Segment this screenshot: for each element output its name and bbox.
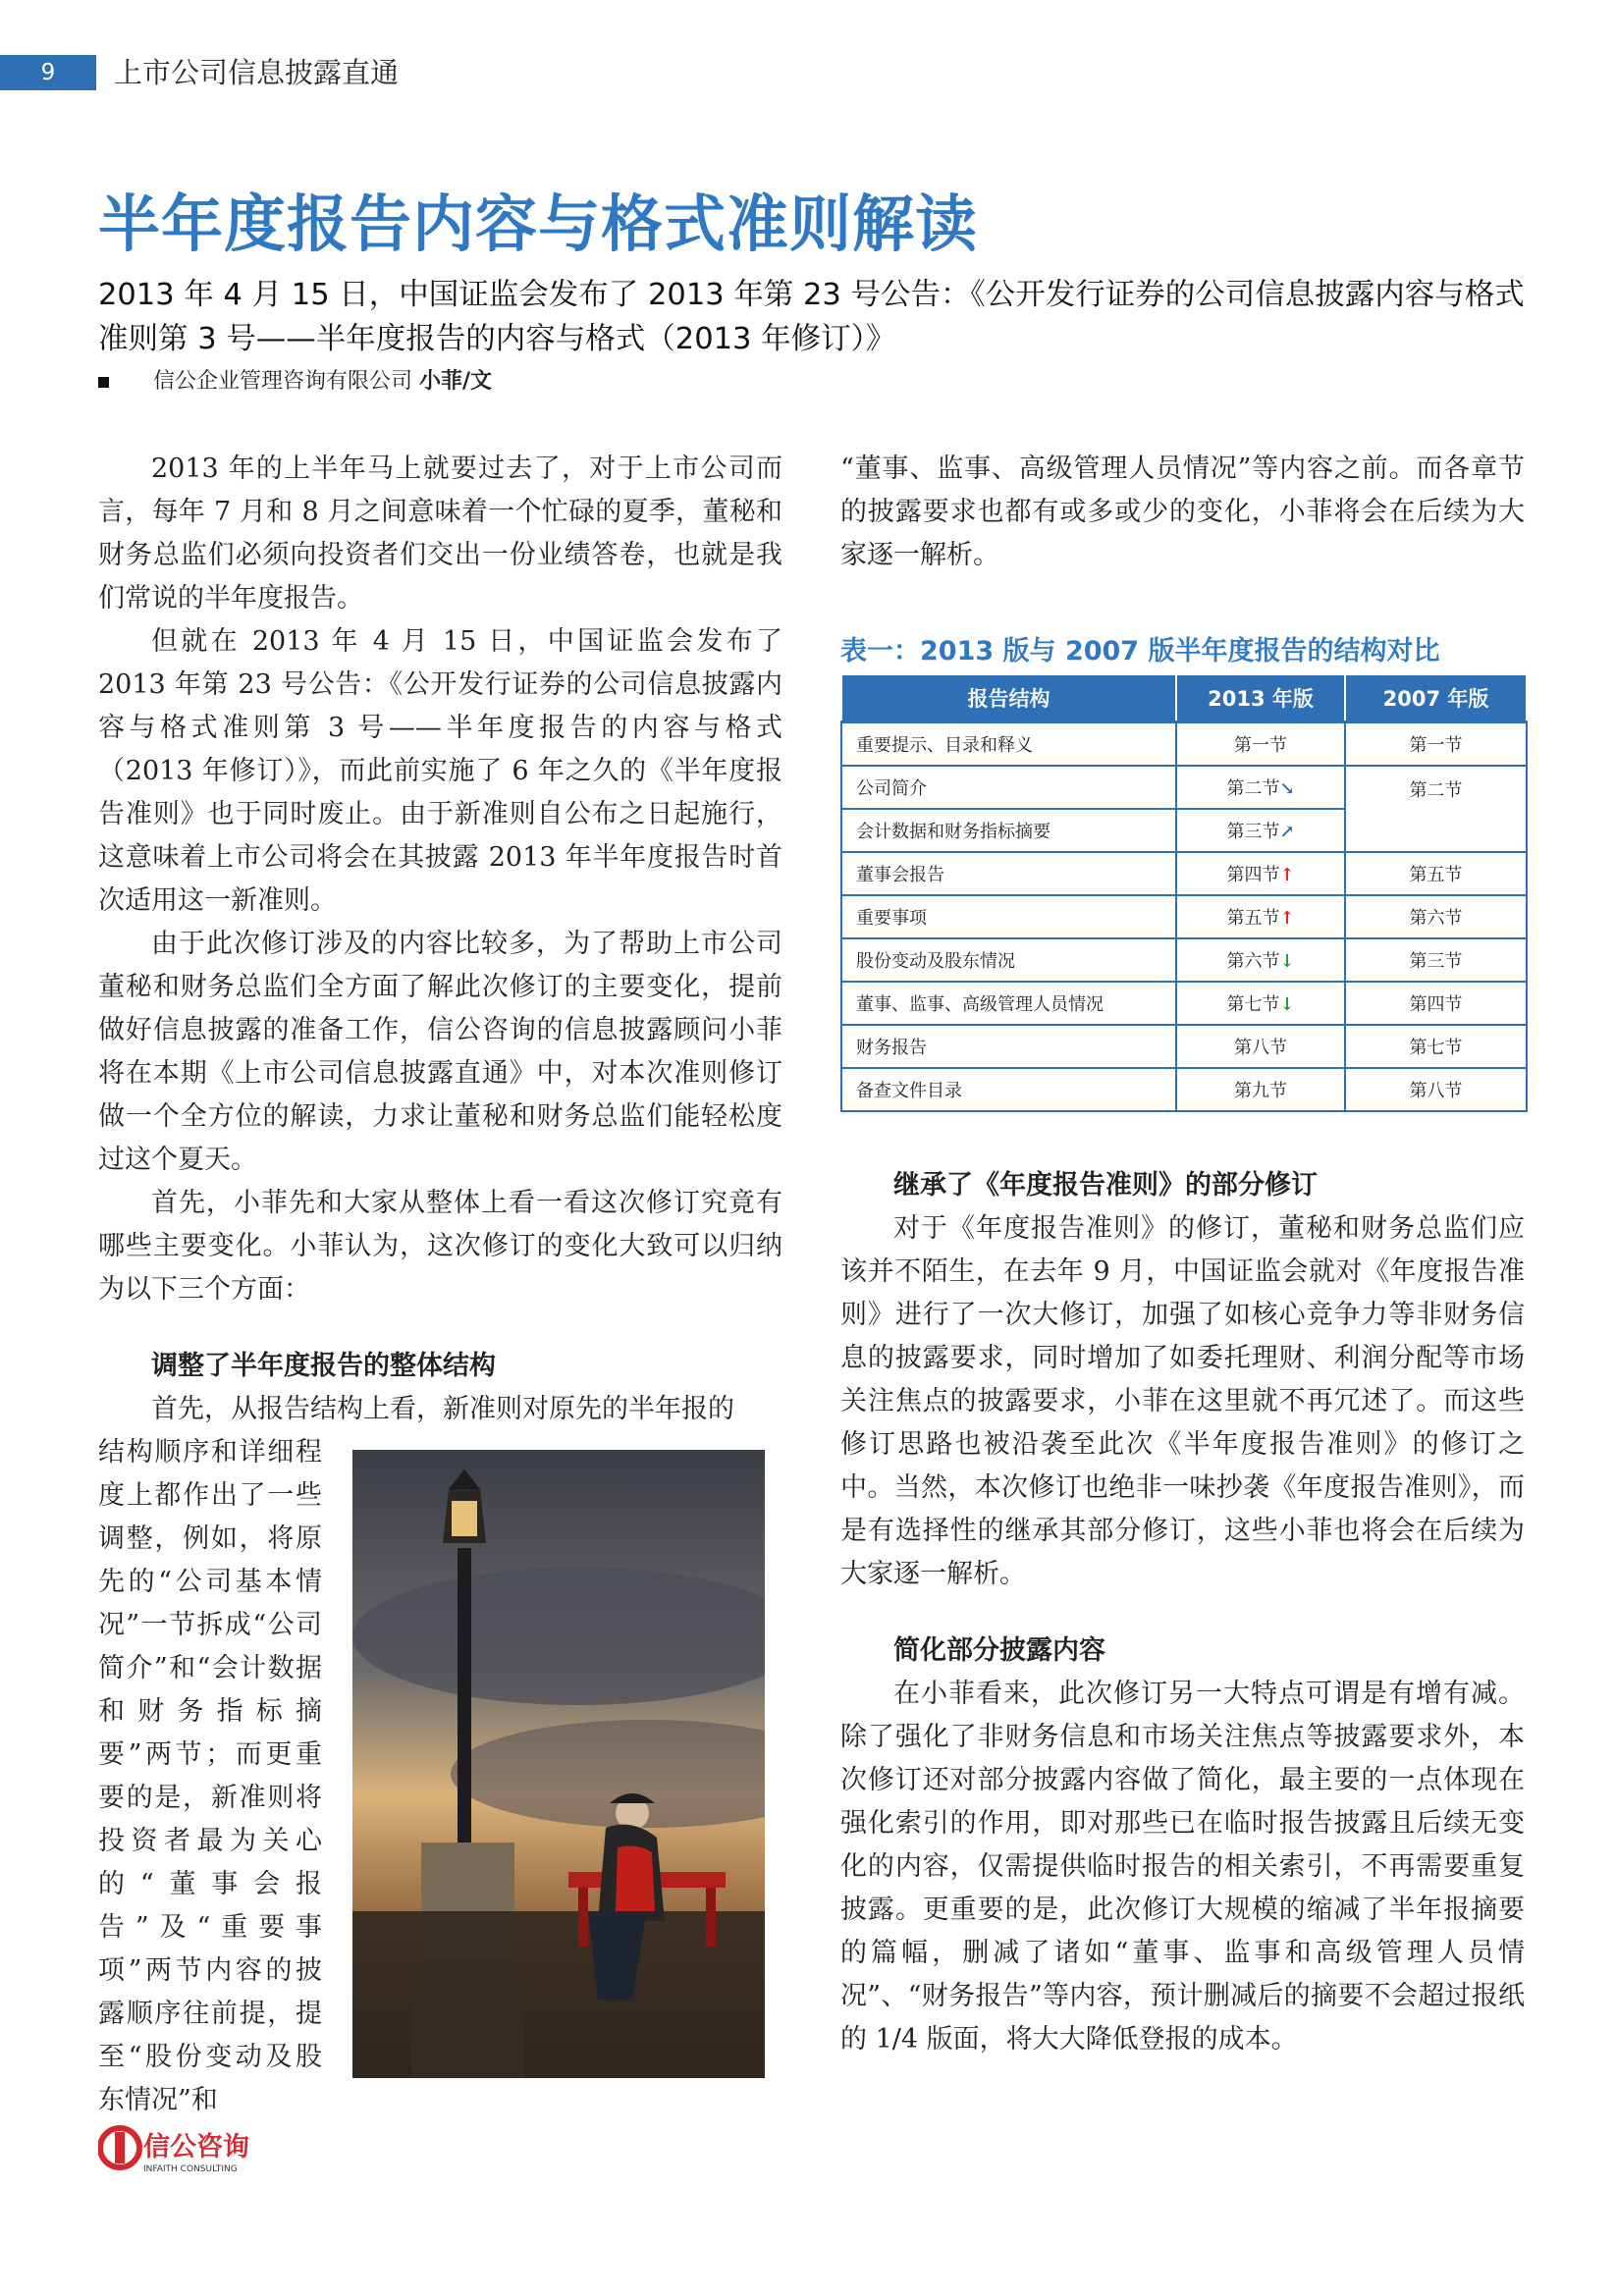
arrow-down-icon: ↓ <box>1279 951 1295 972</box>
table-row <box>841 982 1527 1025</box>
table-cell: 第六节 <box>1345 895 1527 938</box>
table-row <box>841 1068 1527 1111</box>
table-cell: 第五节 <box>1345 852 1527 895</box>
byline <box>98 367 492 397</box>
column-header: 2013 年版 <box>1176 674 1345 722</box>
arrow-up-icon: ↑ <box>1279 908 1295 929</box>
table-cell: 重要事项 <box>841 895 1176 938</box>
paragraph: “董事、监事、高级管理人员情况”等内容之前。而各章节的披露要求也都有或多或少的变化，小菲将会在后续为大家逐一解析。 <box>840 454 1525 570</box>
table-cell: 董事会报告 <box>841 852 1176 895</box>
bullet-square-icon <box>98 377 109 388</box>
table-cell: 重要提示、目录和释义 <box>841 722 1176 767</box>
table-row <box>841 938 1527 982</box>
table-cell: 第一节 <box>1345 722 1527 767</box>
table-row <box>841 766 1527 809</box>
table-cell: 第三节 <box>1345 938 1527 982</box>
table-cell: 第二节 <box>1345 766 1527 852</box>
section-heading: 继承了《年度报告准则》的部分修订 <box>893 1170 1318 1201</box>
byline-org: 信公企业管理咨询有限公司 <box>153 369 413 394</box>
right-column <box>840 448 1525 577</box>
table-row <box>841 1025 1527 1068</box>
arrow-up-icon: ↑ <box>1279 865 1295 885</box>
table-cell: 会计数据和财务指标摘要 <box>841 809 1176 852</box>
article-subtitle: 2013 年 4 月 15 日，中国证监会发布了 2013 年第 23 号公告：《公开发行证券的公司信息披露内容与格式准则第 3 号——半年度报告的内容与格式（2013 年修订）》 <box>98 278 1525 356</box>
article-photo <box>352 1450 765 2078</box>
table-cell: 第九节 <box>1176 1068 1345 1111</box>
table-row <box>841 722 1527 767</box>
byline-author: 小菲/文 <box>419 369 493 394</box>
structure-comparison-table <box>840 673 1528 1112</box>
column-header: 2007 年版 <box>1345 674 1527 722</box>
table-title: 表一：2013 版与 2007 版半年度报告的结构对比 <box>840 636 1440 667</box>
table-cell: 第七节↓ <box>1176 982 1345 1025</box>
section-heading: 调整了半年度报告的整体结构 <box>151 1351 496 1381</box>
table-cell: 备查文件目录 <box>841 1068 1176 1111</box>
page-number: 9 <box>40 60 56 85</box>
arrow-up-right-icon: ↗ <box>1279 822 1295 842</box>
table-cell: 第五节↑ <box>1176 895 1345 938</box>
column-header: 报告结构 <box>841 674 1176 722</box>
table-cell: 第八节 <box>1176 1025 1345 1068</box>
paragraph: 对于《年度报告准则》的修订，董秘和财务总监们应该并不陌生，在去年 9 月，中国证监会就对《年度报告准则》进行了一次大修订，加强了如核心竞争力等非财务信息的披露要求，同时增加了如委托理财、利润分配等市场关注焦点的披露要求，小菲在这里就不再冗述了。而这些修订思路也被沿袭至此次《半年度报告准则》的修订之中。当然，本次修订也绝非一味抄袭《年度报告准则》，而是有选择性的继承其部分修订，这些小菲也将会在后续为大家逐一解析。 <box>840 1213 1525 1589</box>
table-cell: 第四节↑ <box>1176 852 1345 895</box>
table-cell: 第四节 <box>1345 982 1527 1025</box>
table-cell: 第二节↘ <box>1176 766 1345 809</box>
table-cell: 第六节↓ <box>1176 938 1345 982</box>
paragraph: 在小菲看来，此次修订另一大特点可谓是有增有减。除了强化了非财务信息和市场关注焦点等披露要求外，本次修订还对部分披露内容做了简化，最主要的一点体现在强化索引的作用，即对那些已在临时报告披露且后续无变化的内容，仅需提供临时报告的相关索引，不再需要重复披露。更重要的是，此次修订大规模的缩减了半年报摘要的篇幅，删减了诸如“董事、监事和高级管理人员情况”、“财务报告”等内容，预计删减后的摘要不会超过报纸的 1/4 版面，将大大降低登报的成本。 <box>840 1679 1525 2055</box>
logo-text-cn: 信公咨询 <box>143 2132 249 2163</box>
paragraph: 2013 年的上半年马上就要过去了，对于上市公司而言，每年 7 月和 8 月之间意味着一个忙碌的夏季，董秘和财务总监们必须向投资者们交出一份业绩答卷，也就是我们常说的半年度报告。 <box>98 454 782 614</box>
company-logo <box>98 2118 265 2177</box>
table-cell: 第七节 <box>1345 1025 1527 1068</box>
paragraph-wrapped: 结构顺序和详细程度上都作出了一些调整，例如，将原先的“公司基本情况”一节拆成“公司简介”和“会计数据和财务指标摘要”两节；而更重要的是，新准则将投资者最为关心的“董事会报告”及“重要事项”两节内容的披露顺序往前提，提至“股份变动及股东情况”和 <box>98 1437 322 2115</box>
logo-text-en: INFAITH CONSULTING <box>143 2164 238 2174</box>
table-cell: 公司简介 <box>841 766 1176 809</box>
table-cell: 第八节 <box>1345 1068 1527 1111</box>
table-row <box>841 852 1527 895</box>
arrow-down-icon: ↓ <box>1279 994 1295 1015</box>
section-heading: 简化部分披露内容 <box>893 1635 1105 1666</box>
paragraph: 由于此次修订涉及的内容比较多，为了帮助上市公司董秘和财务总监们全方面了解此次修订的主要变化，提前做好信息披露的准备工作，信公咨询的信息披露顾问小菲将在本期《上市公司信息披露直通》中，对本次准则修订做一个全方位的解读，力求让董秘和财务总监们能轻松度过这个夏天。 <box>98 929 782 1175</box>
table-cell: 财务报告 <box>841 1025 1176 1068</box>
article-title: 半年度报告内容与格式准则解读 <box>98 188 978 260</box>
table-row <box>841 895 1527 938</box>
page-header <box>0 55 1616 90</box>
table-header-row <box>841 674 1527 722</box>
arrow-down-right-icon: ↘ <box>1279 778 1295 799</box>
table-cell: 董事、监事、高级管理人员情况 <box>841 982 1176 1025</box>
paragraph: 但就在 2013 年 4 月 15 日，中国证监会发布了 2013 年第 23 号公告：《公开发行证券的公司信息披露内容与格式准则第 3 号——半年度报告的内容与格式（2013 年修订）》，而此前实施了 6 年之久的《半年度报告准则》也于同时废止。由于新准则自公布之日起施行，这意味着上市公司将会在其披露 2013 年半年度报告时首次适用这一新准则。 <box>98 626 782 916</box>
right-column-lower <box>840 1164 1525 2061</box>
paragraph: 首先，从报告结构上看，新准则对原先的半年报的 <box>151 1394 734 1424</box>
magazine-title: 上市公司信息披露直通 <box>114 56 400 89</box>
table-cell: 第三节↗ <box>1176 809 1345 852</box>
paragraph: 首先，小菲先和大家从整体上看一看这次修订究竟有哪些主要变化。小菲认为，这次修订的变化大致可以归纳为以下三个方面： <box>98 1188 782 1305</box>
table-cell: 第一节 <box>1176 722 1345 767</box>
table-cell: 股份变动及股东情况 <box>841 938 1176 982</box>
